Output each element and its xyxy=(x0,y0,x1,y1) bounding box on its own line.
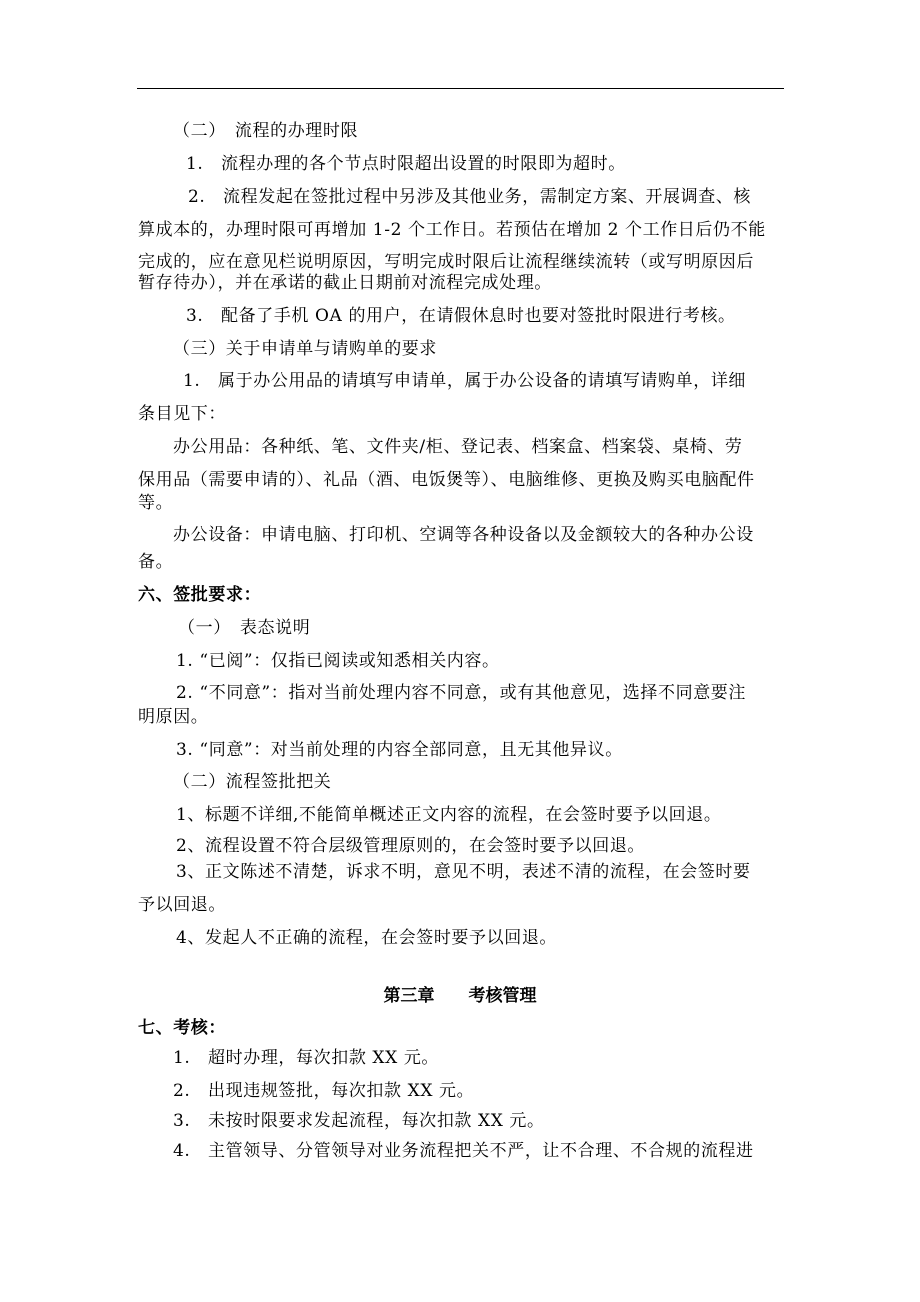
paragraph-line: 备。 xyxy=(138,552,174,572)
paragraph-line: 条目见下： xyxy=(138,404,226,424)
paragraph-line: 1. 超时办理，每次扣款 XX 元。 xyxy=(173,1048,440,1068)
paragraph-line: 1. 流程办理的各个节点时限超出设置的时限即为超时。 xyxy=(186,154,626,174)
paragraph-line: 2. 流程发起在签批过程中另涉及其他业务，需制定方案、开展调查、核 xyxy=(188,187,752,207)
paragraph-line: 明原因。 xyxy=(138,707,209,727)
subsection-heading: （三）关于申请单与请购单的要求 xyxy=(173,339,437,359)
paragraph-line: 1、标题不详细,不能简单概述正文内容的流程，在会签时要予以回退。 xyxy=(176,805,722,825)
paragraph-line: 1. “已阅”：仅指已阅读或知悉相关内容。 xyxy=(176,651,500,671)
paragraph-line: 办公设备：申请电脑、打印机、空调等各种设备以及金额较大的各种办公设 xyxy=(173,525,754,545)
paragraph-line: 2、流程设置不符合层级管理原则的，在会签时要予以回退。 xyxy=(176,836,646,856)
paragraph-line: 3、正文陈述不清楚，诉求不明，意见不明，表述不清的流程，在会签时要 xyxy=(176,862,751,882)
subsection-heading: （一） 表态说明 xyxy=(178,618,311,638)
paragraph-line: 2. “不同意”：指对当前处理内容不同意，或有其他意见，选择不同意要注 xyxy=(176,683,747,703)
chapter-number: 第三章 xyxy=(383,986,435,1006)
paragraph-line: 予以回退。 xyxy=(138,895,226,915)
paragraph-line: 办公用品：各种纸、笔、文件夹/柜、登记表、档案盒、档案袋、桌椅、劳 xyxy=(173,437,743,457)
paragraph-line: 3. 配备了手机 OA 的用户，在请假休息时也要对签批时限进行考核。 xyxy=(186,306,736,326)
paragraph-line: 1. 属于办公用品的请填写申请单，属于办公设备的请填写请购单，详细 xyxy=(183,371,747,391)
subsection-heading: （二）流程签批把关 xyxy=(173,772,332,792)
section-heading: 七、考核： xyxy=(138,1018,226,1038)
paragraph-line: 保用品（需要申请的）、礼品（酒、电饭煲等）、电脑维修、更换及购买电脑配件 xyxy=(138,470,755,490)
header-rule xyxy=(137,88,784,89)
paragraph-line: 完成的，应在意见栏说明原因，写明完成时限后让流程继续流转（或写明原因后 xyxy=(138,252,754,272)
section-heading: 六、签批要求： xyxy=(138,585,262,605)
chapter-title: 考核管理 xyxy=(468,986,537,1006)
paragraph-line: 4、发起人不正确的流程，在会签时要予以回退。 xyxy=(176,928,558,948)
chapter-heading xyxy=(0,986,920,1006)
paragraph-line: 3. “同意”：对当前处理的内容全部同意，且无其他异议。 xyxy=(176,740,623,760)
subsection-heading: （二） 流程的办理时限 xyxy=(173,121,359,141)
paragraph-line: 3. 未按时限要求发起流程，每次扣款 XX 元。 xyxy=(173,1111,545,1131)
paragraph-line: 算成本的，办理时限可再增加 1-2 个工作日。若预估在增加 2 个工作日后仍不能 xyxy=(138,220,766,240)
paragraph-line: 暂存待办），并在承诺的截止日期前对流程完成处理。 xyxy=(138,273,552,293)
paragraph-line: 4. 主管领导、分管领导对业务流程把关不严，让不合理、不合规的流程进 xyxy=(173,1141,754,1161)
paragraph-line: 2. 出现违规签批，每次扣款 XX 元。 xyxy=(173,1081,475,1101)
paragraph-line: 等。 xyxy=(138,493,174,513)
